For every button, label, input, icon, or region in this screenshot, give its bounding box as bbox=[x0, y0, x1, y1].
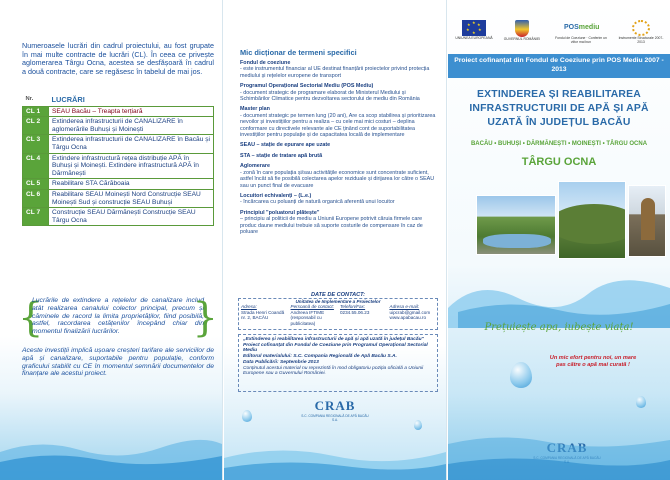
left-panel bbox=[0, 0, 222, 480]
term-definition: - zonă în care populația și/sau activitățile economice sunt concentrate suficient, astfel încât să fie posibilă colectarea apelor reziduale și dirijarea lor către o SEAU sau un punct final de evacuare bbox=[240, 169, 435, 189]
contract-desc: Construcție SEAU Dărmănești Construcție SEAU Târgu Ocna bbox=[49, 208, 214, 226]
email-value[interactable]: uipcrab@gmail.com bbox=[389, 309, 431, 315]
extension-note: Lucrările de extindere a rețelelor de canalizare includ atât realizarea canalului colector principal, precum și căminele de racord la limita proprietăților, fiind posibilă, astfel, racordarea cetățenilor începând chiar din momentul finalizării lucrărilor. bbox=[32, 297, 204, 336]
term-title: Locuitori echivalenți – (L.e.) bbox=[240, 192, 312, 199]
hills-photo bbox=[558, 181, 626, 259]
term-title: Master plan bbox=[240, 106, 270, 113]
contract-code: CL 7 bbox=[23, 208, 49, 226]
posmediu-label: Fondul de Coeziune · Conferim un viitor mai bun bbox=[555, 36, 607, 44]
contract-desc: Reabilitare STA Cărăboaia bbox=[49, 179, 214, 190]
term-definition: - este instrumentul financiar al UE destinat finanțării proiectelor privind protecția mediului și rețelelor europene de transport bbox=[240, 66, 430, 79]
water-drop-icon bbox=[414, 420, 422, 430]
website-link[interactable]: www.apabacau.ro bbox=[389, 315, 427, 321]
contract-desc: Extinderea infrastructurii de CANALIZARE în aglomerările Buhuși și Moinești bbox=[49, 117, 214, 135]
project-info-box bbox=[238, 334, 438, 392]
table-row bbox=[23, 189, 214, 207]
contract-desc: SEAU Bacău – Treapta terțiară bbox=[49, 106, 214, 117]
contact-title: DATE DE CONTACT: bbox=[310, 292, 366, 298]
phone-extra bbox=[338, 315, 388, 326]
lake-photo bbox=[476, 195, 556, 255]
crab-logo-subtitle: S.C. COMPANIA REGIONALĂ DE APĂ BACĂU S.A. bbox=[301, 414, 369, 422]
effort-message: Un mic efort pentru noi, un mare pas către o apă mai curată ! bbox=[549, 355, 637, 368]
water-wave-icon bbox=[448, 432, 670, 480]
nr-header: Nr. bbox=[25, 96, 34, 102]
posmediu-wordmark-b: mediu bbox=[578, 24, 600, 31]
table-row bbox=[23, 153, 214, 179]
contact-row bbox=[239, 315, 437, 326]
term-definition: - document strategic pe termen lung (20 ani), Are ca scop stabilirea și prioritizarea nevoilor și investițiilor pentru a realiza – cu cele mai mici costuri – deplina conformare cu directivele relevante ale CE ținând cont de suportabilitatea investițiilor pentru populație și de capacitatea locală de implementare bbox=[240, 112, 436, 139]
middle-panel bbox=[224, 0, 446, 480]
contact-unit: Unitatea de Implementare a Proiectelor bbox=[295, 299, 381, 304]
phone-value: 0234.55.06.23 bbox=[340, 309, 370, 315]
term-title: STA – stație de tratare apă brută bbox=[240, 152, 323, 159]
term-definition: – principiu al politicii de mediu a Uniunii Europene potrivit căruia firmele care produc daune mediului trebuie să suporte costurile de compensare în caz de poluare bbox=[240, 216, 423, 235]
water-drop-icon bbox=[510, 362, 532, 388]
contract-code: CL 5 bbox=[23, 179, 49, 190]
project-date: Data Publicării: Septembrie 2013 bbox=[243, 359, 319, 365]
table-row bbox=[23, 117, 214, 135]
person-role: (responsabil cu publicitatea) bbox=[290, 315, 322, 326]
term-definition: - document strategic de programare elaborat de Ministerul Mediului și Schimbărilor Climatice pentru dezvoltarea sectorului de mediu din România bbox=[240, 89, 420, 103]
intro-text: Numeroasele lucrări din cadrul proiectului, au fost grupate în mai multe contracte de lucrări (CL). În ceea ce privește aglomerarea Târgu Ocna, acestea se desfășoară în cadrul a două contracte, care se regăsesc în tabelul de mai jos. bbox=[22, 41, 214, 76]
investments-note: Aceste investiții implică ușoare creșteri tarifare ale serviciilor de apă și canalizare, suportabile pentru populație, conform graficului stabilit cu CE în momentul semnării documentelor de finanțare ale acestui proiect. bbox=[22, 347, 214, 378]
works-header: LUCRĂRI bbox=[51, 95, 85, 104]
towns-list: BACĂU • BUHUȘI • DĂRMĂNEȘTI • MOINEȘTI • TÂRGU OCNA bbox=[470, 141, 648, 147]
contract-desc: Reabilitare SEAU Moinești Nord Construcție SEAU Moinești Sud și construcție SEAU Buhuși bbox=[49, 189, 214, 207]
dictionary bbox=[240, 60, 436, 235]
lake-shape bbox=[483, 234, 551, 248]
eu-logo bbox=[454, 20, 494, 40]
city-title: TÂRGU OCNA bbox=[521, 156, 597, 168]
works-table-header bbox=[23, 94, 214, 106]
contract-desc: Extinderea infrastructurii de CANALIZARE în Bacău și Târgu Ocna bbox=[49, 135, 214, 153]
email-label: Adresa e-mail: bbox=[389, 304, 420, 310]
person-value: Andreea IFTIME bbox=[290, 309, 325, 315]
fold-divider bbox=[222, 0, 223, 480]
slogan: Prețuiește apa, iubește viața! bbox=[484, 322, 634, 333]
posmediu-wordmark-a: POS bbox=[564, 24, 579, 31]
church-icon bbox=[641, 198, 655, 240]
extension-note-box bbox=[18, 295, 218, 342]
water-splash-icon bbox=[448, 268, 670, 328]
table-row bbox=[23, 208, 214, 226]
phone-label: Telefon/Fax: bbox=[340, 304, 366, 310]
instruments-label: Instrumente Structurale 2007-2013 bbox=[618, 36, 664, 44]
contact-box bbox=[238, 298, 438, 330]
dictionary-title: Mic dicționar de termeni specifici bbox=[240, 48, 357, 57]
star-circle-icon bbox=[632, 20, 650, 36]
gov-label: GUVERNUL ROMÂNIEI bbox=[503, 37, 541, 41]
crab-logo-text: CRAB bbox=[314, 398, 356, 413]
address-label: Adresa: bbox=[241, 304, 257, 310]
eu-flag-icon: ★ ★ ★ ★ ★ ★ bbox=[462, 20, 486, 36]
instruments-logo bbox=[618, 20, 664, 44]
water-drop-icon bbox=[242, 410, 252, 422]
contract-desc: Extindere infrastructură rețea distribuție APĂ în Buhuși și Moinești. Extindere infrastructură APĂ în Dărmănești bbox=[49, 153, 214, 179]
romania-crest-icon bbox=[515, 20, 529, 37]
term-title: SEAU – stație de epurare ape uzate bbox=[240, 142, 331, 149]
contract-code: CL 2 bbox=[23, 117, 49, 135]
contract-code: CL 4 bbox=[23, 153, 49, 179]
fold-divider bbox=[446, 0, 447, 480]
table-row bbox=[23, 106, 214, 117]
eu-label: UNIUNEA EUROPEANĂ bbox=[455, 36, 493, 40]
contract-code: CL 1 bbox=[23, 106, 49, 117]
posmediu-logo bbox=[552, 20, 610, 44]
project-title: „Extinderea și reabilitarea infrastructurii de apă și apă uzată în județul Bacău" Proiect cofinanțat din Fondul de Coeziune prin Programul Operațional Sectorial Mediu bbox=[243, 337, 428, 354]
page-title: EXTINDEREA ȘI REABILITAREA INFRASTRUCTURII DE APĂ ȘI APĂ UZATĂ ÎN JUDEȚUL BACĂU bbox=[469, 89, 649, 128]
person-label: Persoană de contact: bbox=[290, 304, 334, 310]
project-disclaimer: Conținutul acestui material nu reprezintă în mod obligatoriu poziția oficială a Uniunii Europene sau a Guvernului României. bbox=[243, 365, 424, 377]
table-row bbox=[23, 135, 214, 153]
water-drop-icon bbox=[636, 396, 646, 408]
contract-code: CL 3 bbox=[23, 135, 49, 153]
water-wave-icon bbox=[0, 432, 222, 480]
term-title: Aglomerare bbox=[240, 163, 270, 170]
gov-logo bbox=[502, 20, 542, 41]
term-title: Principiul "poluatorul plătește" bbox=[240, 209, 320, 216]
cofinance-banner: Proiect cofinanțat din Fondul de Coeziune prin POS Mediu 2007 - 2013 bbox=[448, 54, 670, 78]
right-brace-icon: } bbox=[192, 295, 218, 341]
address-city: nr. 2, BACĂU bbox=[241, 315, 269, 321]
table-row bbox=[23, 179, 214, 190]
contract-code: CL 6 bbox=[23, 189, 49, 207]
term-title: Programul Operațional Sectorial Mediu (POS Mediu) bbox=[240, 83, 374, 90]
term-definition: - încărcarea cu poluanți de natură organică aferentă unui locuitor bbox=[240, 199, 395, 206]
address-value: Strada Henri Coandă bbox=[241, 309, 285, 315]
right-panel bbox=[448, 0, 670, 480]
hill-shape bbox=[558, 204, 626, 244]
water-splash-icon bbox=[224, 432, 446, 480]
posmediu-wordmark bbox=[564, 20, 598, 36]
project-editor: Editorul materialului: S.C. Compania Regională de Apă Bacău S.A. bbox=[243, 354, 397, 360]
term-title: Fondul de coeziune bbox=[240, 60, 291, 66]
works-table bbox=[22, 94, 214, 226]
left-brace-icon: { bbox=[18, 295, 44, 341]
crab-logo bbox=[300, 398, 370, 422]
church-photo bbox=[628, 185, 666, 257]
logo-strip bbox=[448, 20, 670, 52]
